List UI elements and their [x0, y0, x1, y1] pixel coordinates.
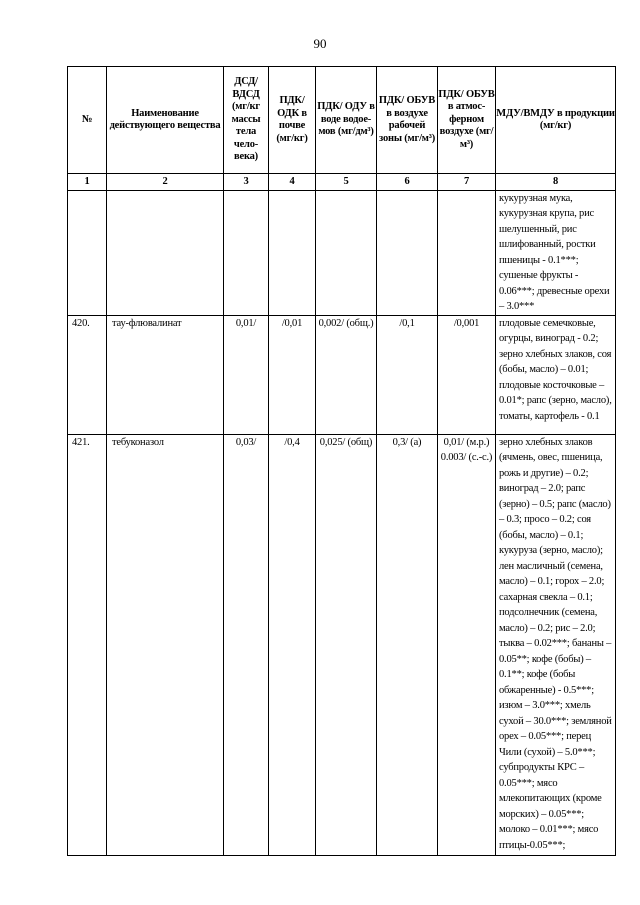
header-pdk-atm-air: ПДК/ ОБУВ в атмос-ферном воздухе (мг/м³)	[438, 67, 496, 174]
mdu-value: плодовые семечковые, огурцы, виноград - 0.2; зерно хлебных злаков, соя (бобы, масло) – 0.01; плодовые косточковые – 0.01*; рапс (зерно, масло), томаты, картофель - 0.1	[496, 315, 616, 434]
index-cell: 1	[68, 174, 107, 191]
index-cell: 2	[107, 174, 224, 191]
pdk-water-value: 0,025/ (общ)	[316, 434, 377, 855]
header-substance-name: Наименование действующего вещества	[107, 67, 224, 174]
page-number: 90	[313, 36, 327, 51]
table-row	[68, 315, 616, 434]
pdk-work-air-value: /0,1	[377, 315, 438, 434]
pdk-soil-value: /0,4	[269, 434, 316, 855]
mdu-value: зерно хлебных злаков (ячмень, овес, пшеница, рожь и другие) – 0.2; виноград – 2.0; рапс (зерно) – 0.5; рапс (масло) – 0.3; просо – 0.2; соя (бобы, масло) – 0.1; кукуруза (зерно, масло); лен масличный (семена, масло) – 0.1; горох – 2.0; сахарная свекла – 0.1; подсолнечник (семена, масло) – 0.2; рис – 2.0; тыква – 0.02***; бананы – 0.05**; кофе (бобы) – 0.1**; кофе (бобы обжаренные) - 0.5***; изюм – 3.0***; хмель сухой – 30.0***; земляной орех – 0.05***; перец Чили (сухой) – 5.0***; субпродукты КРС – 0.05***; мясо млекопитающих (кроме морских) – 0.05***; молоко – 0.01***; мясо птицы-0.05***;	[496, 434, 616, 855]
dsd-value: 0,01/	[224, 315, 269, 434]
pdk-work-air-value: 0,3/ (а)	[377, 434, 438, 855]
header-pdk-water: ПДК/ ОДУ в воде водое-мов (мг/дм³)	[316, 67, 377, 174]
row-number: 421.	[68, 434, 107, 855]
substance-name: тау-флювалинат	[107, 315, 224, 434]
dsd-value: 0,03/	[224, 434, 269, 855]
header-pdk-work-air: ПДК/ ОБУВ в воздухе рабочей зоны (мг/м³)	[377, 67, 438, 174]
row-number	[68, 190, 107, 315]
table-row	[68, 434, 616, 855]
pdk-atm-air-value: /0,001	[438, 315, 496, 434]
substances-table	[67, 66, 616, 856]
pdk-atm-air-value	[438, 190, 496, 315]
dsd-value	[224, 190, 269, 315]
pdk-work-air-value	[377, 190, 438, 315]
header-dsd: ДСД/ ВДСД (мг/кг массы тела чело-века)	[224, 67, 269, 174]
index-cell: 6	[377, 174, 438, 191]
pdk-water-value: 0,002/ (общ.)	[316, 315, 377, 434]
substance-name	[107, 190, 224, 315]
table-row	[68, 190, 616, 315]
header-number: №	[68, 67, 107, 174]
index-cell: 5	[316, 174, 377, 191]
header-pdk-soil: ПДК/ ОДК в почве (мг/кг)	[269, 67, 316, 174]
pdk-water-value	[316, 190, 377, 315]
index-cell: 4	[269, 174, 316, 191]
substance-name: тебуконазол	[107, 434, 224, 855]
index-cell: 8	[496, 174, 616, 191]
column-index-row	[68, 174, 616, 191]
header-mdu: МДУ/ВМДУ в продукции (мг/кг)	[496, 67, 616, 174]
index-cell: 7	[438, 174, 496, 191]
index-cell: 3	[224, 174, 269, 191]
pdk-atm-air-value: 0,01/ (м.р.) 0.003/ (с.-с.)	[438, 434, 496, 855]
table-header-row	[68, 67, 616, 174]
pdk-soil-value: /0,01	[269, 315, 316, 434]
row-number: 420.	[68, 315, 107, 434]
mdu-value: кукурузная мука, кукурузная крупа, рис шелушенный, рис шлифованный, ростки пшеницы - 0.1***; сушеные фрукты - 0.06***; древесные орехи – 3.0***	[496, 190, 616, 315]
pdk-soil-value	[269, 190, 316, 315]
